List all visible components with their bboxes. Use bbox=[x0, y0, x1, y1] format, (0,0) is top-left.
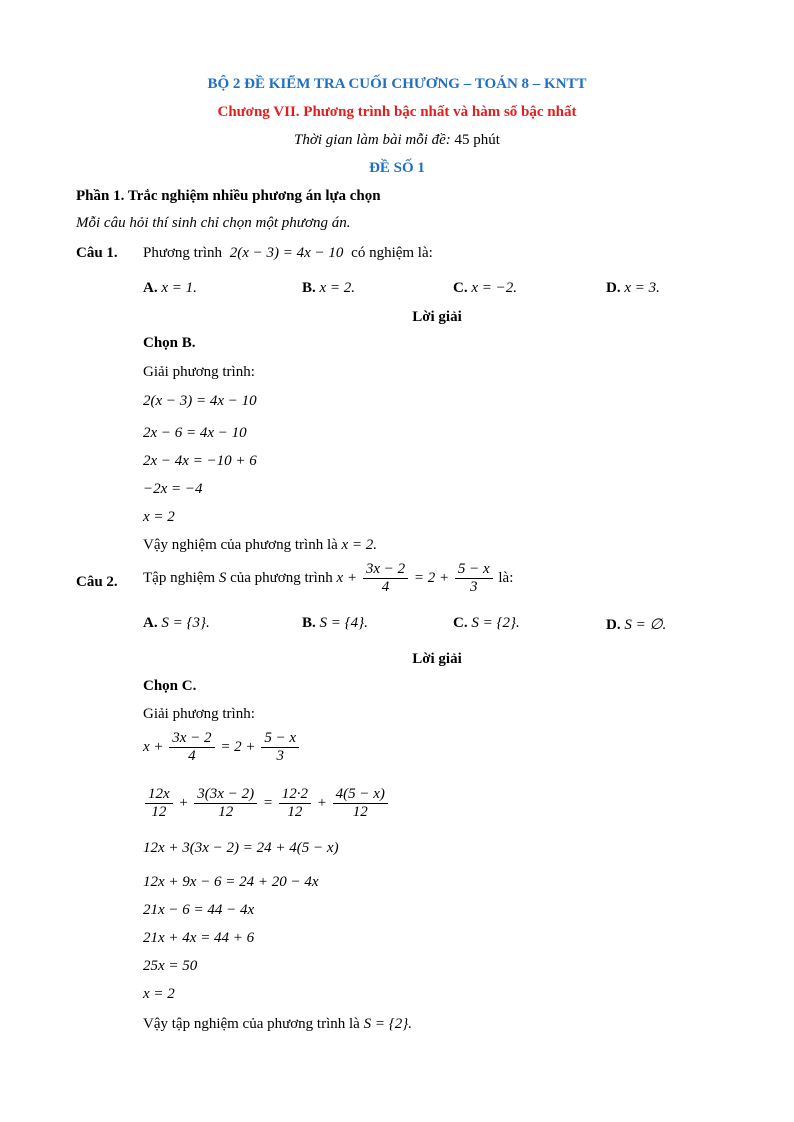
q2-set-symbol: S bbox=[218, 570, 227, 586]
fraction: $\frac{12\cdot 2}{12}$ bbox=[279, 786, 311, 821]
conclusion-math: S = {2}. bbox=[363, 1016, 412, 1032]
q2-choice: Chọn C. bbox=[143, 678, 197, 694]
fraction: $\frac{5 - x}{3}$ bbox=[455, 561, 493, 596]
q1-text bbox=[143, 245, 433, 262]
option-value: x = 2. bbox=[319, 280, 356, 296]
part1-title: Phần 1. Trắc nghiệm nhiều phương án lựa chọn bbox=[76, 188, 381, 204]
option-value: x = 1. bbox=[161, 280, 197, 296]
q1-equation: 2(x − 3) = 4x − 10 bbox=[229, 245, 344, 261]
q2-option-c bbox=[453, 615, 520, 632]
conclusion-math: x = 2. bbox=[341, 537, 378, 553]
exam-number: ĐỀ SỐ 1 bbox=[369, 160, 425, 176]
option-letter: B. bbox=[302, 615, 316, 631]
fraction: $\frac{3x - 2}{4}$ bbox=[363, 561, 408, 596]
q2-step: 12x + 9x − 6 = 24 + 20 − 4x bbox=[143, 874, 319, 890]
q1-option-b bbox=[302, 280, 355, 297]
q1-option-d bbox=[606, 280, 660, 297]
time-line bbox=[0, 132, 794, 149]
fraction: $\frac{3(3x - 2)}{12}$ bbox=[194, 786, 257, 821]
q2-equation: x + $\frac{3x - 2}{4}$ = 2 + $\frac{5 - x}{3}$ bbox=[337, 570, 499, 586]
q2-step: 21x + 4x = 44 + 6 bbox=[143, 930, 255, 946]
conclusion-text: Vậy tập nghiệm của phương trình là bbox=[143, 1016, 360, 1032]
q2-text-after: là: bbox=[498, 570, 514, 586]
fraction: $\frac{12x}{12}$ bbox=[145, 786, 173, 821]
q1-text-after: có nghiệm là: bbox=[351, 245, 433, 261]
document-title: BỘ 2 ĐỀ KIỂM TRA CUỐI CHƯƠNG – TOÁN 8 – KNTT bbox=[207, 76, 587, 92]
q1-step: −2x = −4 bbox=[143, 481, 203, 497]
q2-step: x = 2 bbox=[143, 986, 175, 1002]
option-letter: A. bbox=[143, 280, 158, 296]
q2-text-mid: của phương trình bbox=[230, 570, 333, 586]
time-value: 45 phút bbox=[454, 132, 500, 148]
fraction: $\frac{3x - 2}{4}$ bbox=[169, 730, 214, 765]
q2-option-a bbox=[143, 615, 210, 632]
option-value: S = {2}. bbox=[471, 615, 520, 631]
q1-label: Câu 1. bbox=[76, 245, 118, 261]
option-value: x = −2. bbox=[471, 280, 517, 296]
q2-label: Câu 2. bbox=[76, 574, 118, 590]
option-value: S = {3}. bbox=[161, 615, 210, 631]
option-letter: D. bbox=[606, 617, 621, 633]
option-letter: D. bbox=[606, 280, 621, 296]
q1-intro: Giải phương trình: bbox=[143, 364, 255, 380]
q1-option-c bbox=[453, 280, 517, 297]
option-letter: A. bbox=[143, 615, 158, 631]
option-letter: C. bbox=[453, 280, 468, 296]
q2-option-b bbox=[302, 615, 368, 632]
q1-conclusion bbox=[143, 537, 377, 554]
q2-conclusion bbox=[143, 1016, 412, 1033]
q2-step: 25x = 50 bbox=[143, 958, 198, 974]
q1-text-before: Phương trình bbox=[143, 245, 222, 261]
q1-step: 2(x − 3) = 4x − 10 bbox=[143, 393, 257, 409]
q1-step: 2x − 4x = −10 + 6 bbox=[143, 453, 257, 469]
time-label: Thời gian làm bài mỗi đề: bbox=[294, 132, 451, 148]
q1-option-a bbox=[143, 280, 197, 297]
q1-step: x = 2 bbox=[143, 509, 175, 525]
fraction: $\frac{4(5 - x)}{12}$ bbox=[333, 786, 388, 821]
q2-step: 21x − 6 = 44 − 4x bbox=[143, 902, 255, 918]
q1-choice: Chọn B. bbox=[143, 335, 196, 351]
q2-option-d bbox=[606, 615, 666, 634]
q2-intro: Giải phương trình: bbox=[143, 706, 255, 722]
q2-text bbox=[143, 561, 513, 596]
option-letter: C. bbox=[453, 615, 468, 631]
chapter-title: Chương VII. Phương trình bậc nhất và hàm số bậc nhất bbox=[217, 104, 577, 120]
option-letter: B. bbox=[302, 280, 316, 296]
q2-solution-title: Lời giải bbox=[412, 651, 462, 667]
option-value: S = ∅. bbox=[624, 617, 667, 633]
q2-step-fraction-1: x + $\frac{3x - 2}{4}$ = 2 + $\frac{5 - x}{3}$ bbox=[143, 730, 301, 765]
q1-solution-title: Lời giải bbox=[412, 309, 462, 325]
option-value: x = 3. bbox=[624, 280, 660, 296]
fraction: $\frac{5 - x}{3}$ bbox=[261, 730, 299, 765]
q1-step: 2x − 6 = 4x − 10 bbox=[143, 425, 247, 441]
conclusion-text: Vậy nghiệm của phương trình là bbox=[143, 537, 338, 553]
option-value: S = {4}. bbox=[319, 615, 368, 631]
q2-step: 12x + 3(3x − 2) = 24 + 4(5 − x) bbox=[143, 840, 339, 856]
q2-text-before: Tập nghiệm bbox=[143, 570, 216, 586]
q2-step-fraction-2: $\frac{12x}{12}$ + $\frac{3(3x - 2)}{12}$ = $\frac{12\cdot 2}{12}$ + $\frac{4(5 - x)}{12}$ bbox=[143, 786, 390, 821]
part1-instruction: Mỗi câu hỏi thí sinh chỉ chọn một phương án. bbox=[76, 215, 351, 231]
